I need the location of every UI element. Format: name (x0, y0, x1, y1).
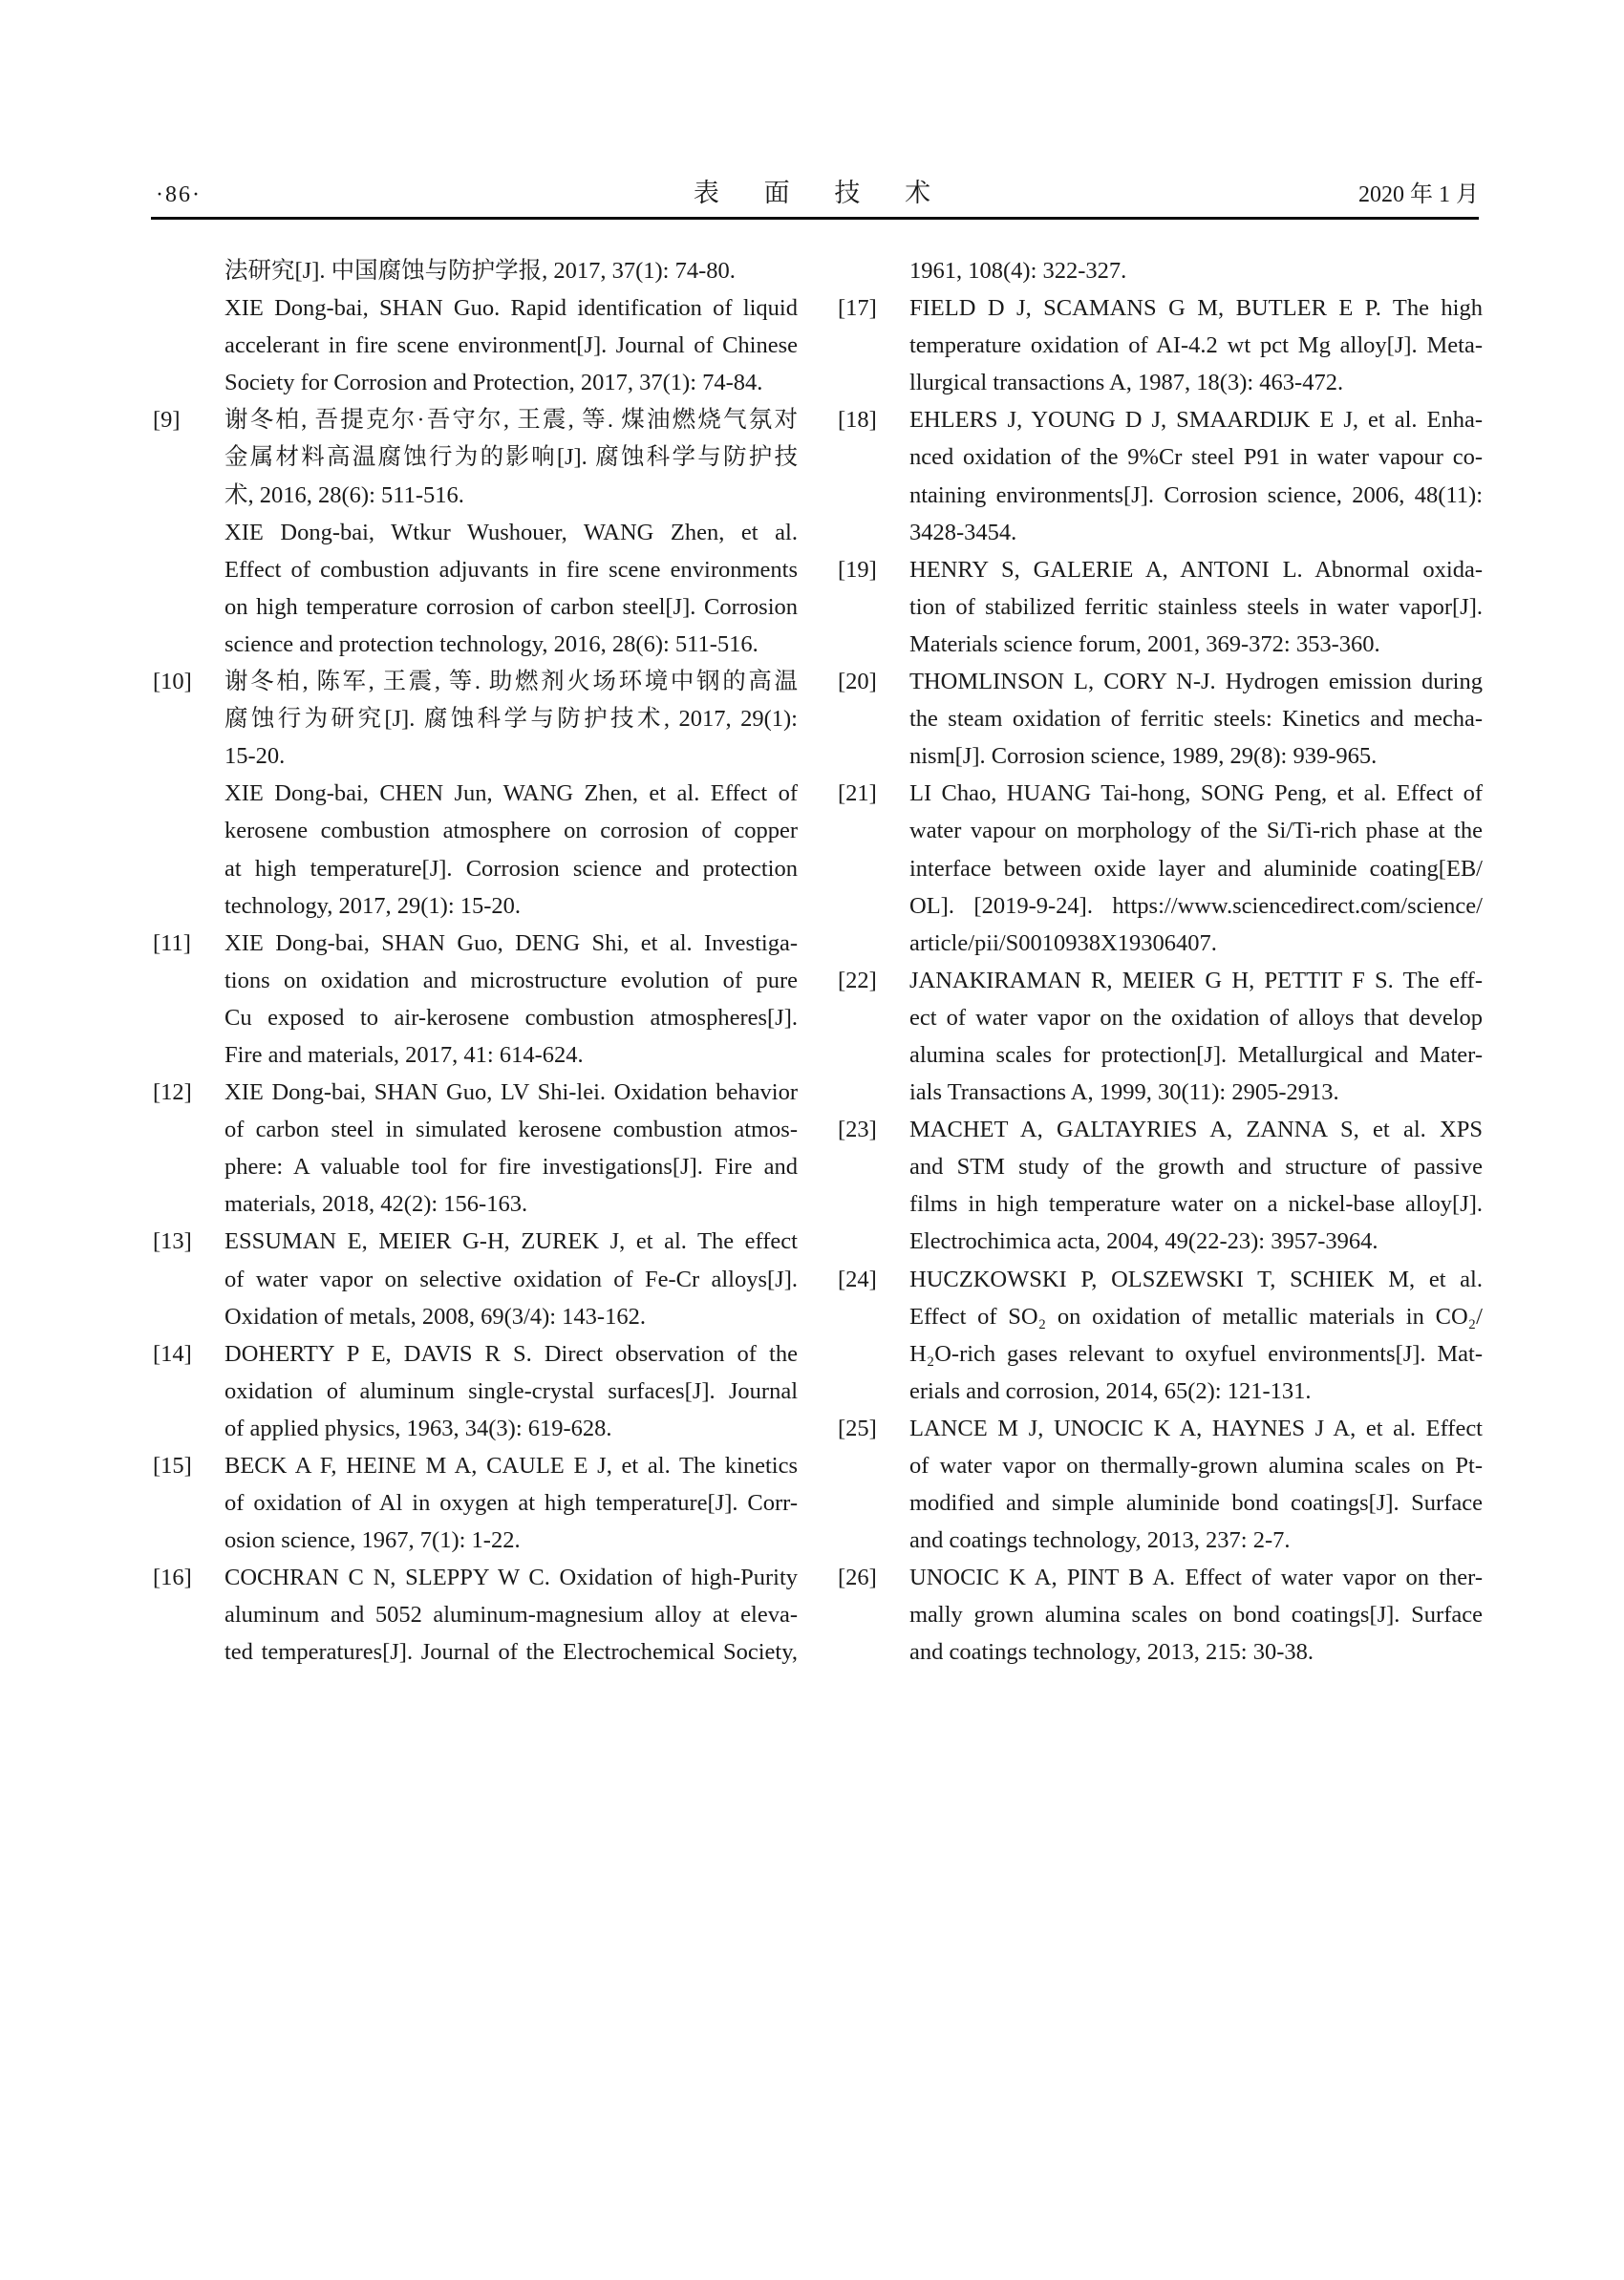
reference-line: mally grown alumina scales on bond coatings[J]. Surface (909, 1602, 1483, 1629)
reference-entry (153, 1335, 798, 1447)
reference-entry (153, 1074, 798, 1223)
reference-line: nced oxidation of the 9%Cr steel P91 in water vapour co- (909, 444, 1483, 471)
reference-number: [20] (838, 669, 877, 695)
reference-line: 3428-3454. (909, 519, 1017, 545)
reference-line: of water vapor on thermally-grown alumina scales on Pt- (909, 1453, 1483, 1479)
reference-line: XIE Dong-bai, CHEN Jun, WANG Zhen, et al. Effect of (224, 780, 798, 807)
reference-entry (838, 775, 1483, 961)
reference-line: alumina scales for protection[J]. Metallurgical and Mater- (909, 1041, 1483, 1068)
reference-line: FIELD D J, SCAMANS G M, BUTLER E P. The high (909, 295, 1483, 322)
header-divider (151, 217, 1479, 220)
reference-line: osion science, 1967, 7(1): 1-22. (224, 1527, 521, 1554)
reference-entry (838, 252, 1483, 289)
reference-entry (838, 1559, 1483, 1671)
reference-number: [26] (838, 1565, 877, 1591)
reference-line: Materials science forum, 2001, 369-372: 353-360. (909, 630, 1380, 657)
reference-line: 金属材料高温腐蚀行为的影响[J]. 腐蚀科学与防护技 (224, 444, 798, 471)
reference-line: HUCZKOWSKI P, OLSZEWSKI T, SCHIEK M, et al. (909, 1266, 1483, 1292)
reference-line: HENRY S, GALERIE A, ANTONI L. Abnormal oxida- (909, 556, 1483, 583)
reference-line: accelerant in fire scene environment[J]. Journal of Chinese (224, 332, 798, 359)
reference-number: [21] (838, 780, 877, 807)
reference-line: LI Chao, HUANG Tai-hong, SONG Peng, et al. Effect of (909, 780, 1483, 807)
reference-entry (838, 1111, 1483, 1260)
references-column-left (153, 252, 798, 1672)
reference-entry (838, 289, 1483, 401)
reference-line: oxidation of aluminum single-crystal surfaces[J]. Journal (224, 1377, 798, 1404)
reference-line: erials and corrosion, 2014, 65(2): 121-131. (909, 1377, 1312, 1404)
reference-entry (153, 663, 798, 925)
reference-line: OL]. [2019-9-24]. https://www.sciencedirect.com/science/ (909, 892, 1483, 919)
reference-entry (838, 401, 1483, 550)
reference-line: Society for Corrosion and Protection, 2017, 37(1): 74-84. (224, 370, 763, 396)
reference-line: Fire and materials, 2017, 41: 614-624. (224, 1041, 584, 1068)
reference-line: on high temperature corrosion of carbon steel[J]. Corrosion (224, 593, 798, 620)
reference-number: [15] (153, 1453, 192, 1479)
reference-line: llurgical transactions A, 1987, 18(3): 463-472. (909, 370, 1344, 396)
reference-line: tions on oxidation and microstructure evolution of pure (224, 967, 798, 993)
reference-line: technology, 2017, 29(1): 15-20. (224, 892, 522, 919)
reference-line: EHLERS J, YOUNG D J, SMAARDIJK E J, et al. Enha- (909, 407, 1483, 434)
reference-number: [24] (838, 1266, 877, 1292)
reference-line: ials Transactions A, 1999, 30(11): 2905-2913. (909, 1079, 1339, 1106)
reference-line: article/pii/S0010938X19306407. (909, 929, 1217, 956)
reference-entry (838, 663, 1483, 775)
reference-line: 谢冬柏, 吾提克尔·吾守尔, 王震, 等. 煤油燃烧气氛对 (224, 407, 798, 434)
reference-line: interface between oxide layer and aluminide coating[EB/ (909, 855, 1483, 882)
reference-line: of oxidation of Al in oxygen at high temperature[J]. Corr- (224, 1490, 798, 1517)
reference-line: THOMLINSON L, CORY N-J. Hydrogen emission during (909, 669, 1483, 695)
reference-line: modified and simple aluminide bond coatings[J]. Surface (909, 1490, 1483, 1517)
reference-line: materials, 2018, 42(2): 156-163. (224, 1191, 528, 1218)
reference-number: [13] (153, 1228, 192, 1255)
reference-entry (153, 252, 798, 401)
reference-line: and STM study of the growth and structure of passive (909, 1154, 1483, 1181)
reference-line: and coatings technology, 2013, 237: 2-7. (909, 1527, 1291, 1554)
reference-line: ESSUMAN E, MEIER G-H, ZUREK J, et al. The effect (224, 1228, 798, 1255)
reference-line: of applied physics, 1963, 34(3): 619-628. (224, 1415, 612, 1441)
reference-line: XIE Dong-bai, SHAN Guo. Rapid identification of liquid (224, 295, 798, 322)
reference-line: 法研究[J]. 中国腐蚀与防护学报, 2017, 37(1): 74-80. (224, 258, 736, 284)
reference-line: XIE Dong-bai, SHAN Guo, LV Shi-lei. Oxidation behavior (224, 1079, 798, 1106)
reference-line: Oxidation of metals, 2008, 69(3/4): 143-162. (224, 1303, 646, 1330)
reference-number: [22] (838, 967, 877, 993)
page-number: ·86· (156, 182, 202, 207)
references-column-right (838, 252, 1483, 1672)
reference-line: Cu exposed to air-kerosene combustion atmospheres[J]. (224, 1004, 798, 1031)
reference-entry (153, 925, 798, 1074)
reference-entry (838, 1261, 1483, 1410)
reference-entry (838, 551, 1483, 663)
reference-line: of water vapor on selective oxidation of Fe-Cr alloys[J]. (224, 1266, 798, 1292)
reference-line: JANAKIRAMAN R, MEIER G H, PETTIT F S. The eff- (909, 967, 1483, 993)
reference-line: 腐蚀行为研究[J]. 腐蚀科学与防护技术, 2017, 29(1): (224, 706, 798, 733)
reference-number: [17] (838, 295, 877, 322)
reference-entry (153, 401, 798, 663)
reference-line: ted temperatures[J]. Journal of the Electrochemical Society, (224, 1639, 798, 1666)
reference-number: [16] (153, 1565, 192, 1591)
reference-line: Effect of combustion adjuvants in fire scene environments (224, 556, 798, 583)
reference-line: UNOCIC K A, PINT B A. Effect of water vapor on ther- (909, 1565, 1483, 1591)
reference-line: aluminum and 5052 aluminum-magnesium alloy at eleva- (224, 1602, 798, 1629)
reference-line: 术, 2016, 28(6): 511-516. (224, 481, 464, 508)
reference-line: BECK A F, HEINE M A, CAULE E J, et al. The kinetics (224, 1453, 798, 1479)
reference-line: XIE Dong-bai, SHAN Guo, DENG Shi, et al. Investiga- (224, 929, 798, 956)
reference-number: [9] (153, 407, 181, 434)
reference-number: [25] (838, 1415, 877, 1441)
reference-entry (153, 1559, 798, 1671)
reference-line: and coatings technology, 2013, 215: 30-38. (909, 1639, 1314, 1666)
reference-line: DOHERTY P E, DAVIS R S. Direct observation of the (224, 1340, 798, 1367)
reference-number: [18] (838, 407, 877, 434)
reference-line: of carbon steel in simulated kerosene combustion atmos- (224, 1117, 798, 1143)
reference-number: [19] (838, 556, 877, 583)
reference-line: 15-20. (224, 743, 286, 770)
reference-line: COCHRAN C N, SLEPPY W C. Oxidation of high-Purity (224, 1565, 798, 1591)
reference-number: [11] (153, 929, 191, 956)
reference-number: [12] (153, 1079, 192, 1106)
reference-entry (153, 1223, 798, 1334)
reference-line: phere: A valuable tool for fire investigations[J]. Fire and (224, 1154, 798, 1181)
reference-entry (153, 1447, 798, 1559)
reference-line: Electrochimica acta, 2004, 49(22-23): 3957-3964. (909, 1228, 1378, 1255)
reference-line: XIE Dong-bai, Wtkur Wushouer, WANG Zhen, et al. (224, 519, 798, 545)
reference-line: LANCE M J, UNOCIC K A, HAYNES J A, et al. Effect (909, 1415, 1483, 1441)
reference-line: 谢冬柏, 陈军, 王震, 等. 助燃剂火场环境中钢的高温 (224, 669, 798, 695)
reference-line: kerosene combustion atmosphere on corrosion of copper (224, 818, 798, 844)
reference-entry (838, 1410, 1483, 1559)
reference-line: water vapour on morphology of the Si/Ti-rich phase at the (909, 818, 1483, 844)
reference-line: 1961, 108(4): 322-327. (909, 258, 1127, 284)
reference-line: H₂O-rich gases relevant to oxyfuel environments[J]. Mat- (909, 1340, 1483, 1367)
reference-line: ect of water vapor on the oxidation of alloys that develop (909, 1004, 1483, 1031)
reference-line: tion of stabilized ferritic stainless steels in water vapor[J]. (909, 593, 1483, 620)
reference-number: [23] (838, 1117, 877, 1143)
journal-title: 表 面 技 术 (693, 179, 951, 207)
reference-line: the steam oxidation of ferritic steels: Kinetics and mecha- (909, 706, 1483, 733)
reference-number: [14] (153, 1340, 192, 1367)
reference-line: temperature oxidation of AI-4.2 wt pct Mg alloy[J]. Meta- (909, 332, 1483, 359)
reference-line: MACHET A, GALTAYRIES A, ZANNA S, et al. XPS (909, 1117, 1483, 1143)
reference-line: science and protection technology, 2016, 28(6): 511-516. (224, 630, 759, 657)
reference-entry (838, 962, 1483, 1111)
reference-line: Effect of SO₂ on oxidation of metallic materials in CO₂/ (909, 1303, 1483, 1330)
reference-line: at high temperature[J]. Corrosion science and protection (224, 855, 798, 882)
reference-line: films in high temperature water on a nickel-base alloy[J]. (909, 1191, 1483, 1218)
reference-line: ntaining environments[J]. Corrosion science, 2006, 48(11): (909, 481, 1483, 508)
reference-number: [10] (153, 669, 192, 695)
issue-date: 2020 年 1 月 (1358, 182, 1479, 207)
reference-line: nism[J]. Corrosion science, 1989, 29(8): 939-965. (909, 743, 1378, 770)
